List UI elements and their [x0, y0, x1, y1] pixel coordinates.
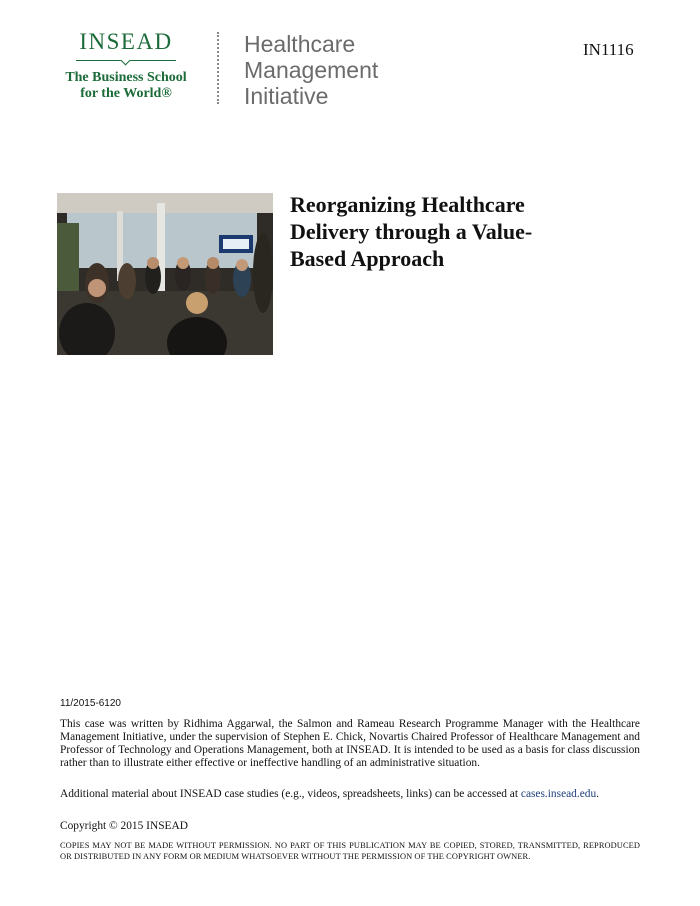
- initiative-line-2: Management: [244, 57, 379, 83]
- date-code: 11/2015-6120: [60, 698, 121, 709]
- meeting-photo-image: [57, 193, 273, 355]
- initiative-name: [244, 31, 378, 109]
- case-code: IN1116: [583, 40, 634, 59]
- cases-link[interactable]: cases.insead.edu: [520, 788, 597, 800]
- insead-logo: [60, 30, 192, 102]
- logo-tagline-1: The Business School: [65, 70, 187, 85]
- title-line-1: Reorganizing Healthcare: [290, 192, 525, 217]
- header-divider: [217, 32, 219, 104]
- cover-photo: [57, 193, 273, 355]
- title-line-2: Delivery through a Value-: [290, 219, 533, 244]
- logo-chevron-rule: [76, 56, 176, 66]
- additional-material-period: .: [596, 788, 600, 800]
- initiative-line-1: Healthcare: [244, 31, 356, 57]
- additional-material-paragraph: [60, 788, 640, 801]
- title-line-3: Based Approach: [290, 246, 445, 271]
- permission-notice: COPIES MAY NOT BE MADE WITHOUT PERMISSION. NO PART OF THIS PUBLICATION MAY BE COPIED, STORED, TRANSMITTED, REPRODUCED OR DISTRIBUTED IN ANY FORM OR MEDIUM WHATSOEVER WITHOUT THE PERMISSION OF THE COPYRIGHT OWNER.: [60, 841, 640, 861]
- initiative-line-3: Initiative: [244, 83, 329, 109]
- copyright-line: Copyright © 2015 INSEAD: [60, 820, 188, 832]
- logo-tagline-2: for the World®: [80, 86, 172, 101]
- logo-name: INSEAD: [79, 29, 173, 54]
- authorship-paragraph: This case was written by Ridhima Aggarwal, the Salmon and Rameau Research Programme Manager with the Healthcare Management Initiative, under the supervision of Stephen E. Chick, Novartis Chaired Professor of Healthcare Management and Professor of Technology and Operations Management, both at INSEAD. It is intended to be used as a basis for class discussion rather than to illustrate either effective or ineffective handling of an administrative situation.: [60, 718, 640, 769]
- case-title: [290, 191, 620, 272]
- additional-material-text: Additional material about INSEAD case studies (e.g., videos, spreadsheets, links) can be accessed at: [60, 788, 519, 800]
